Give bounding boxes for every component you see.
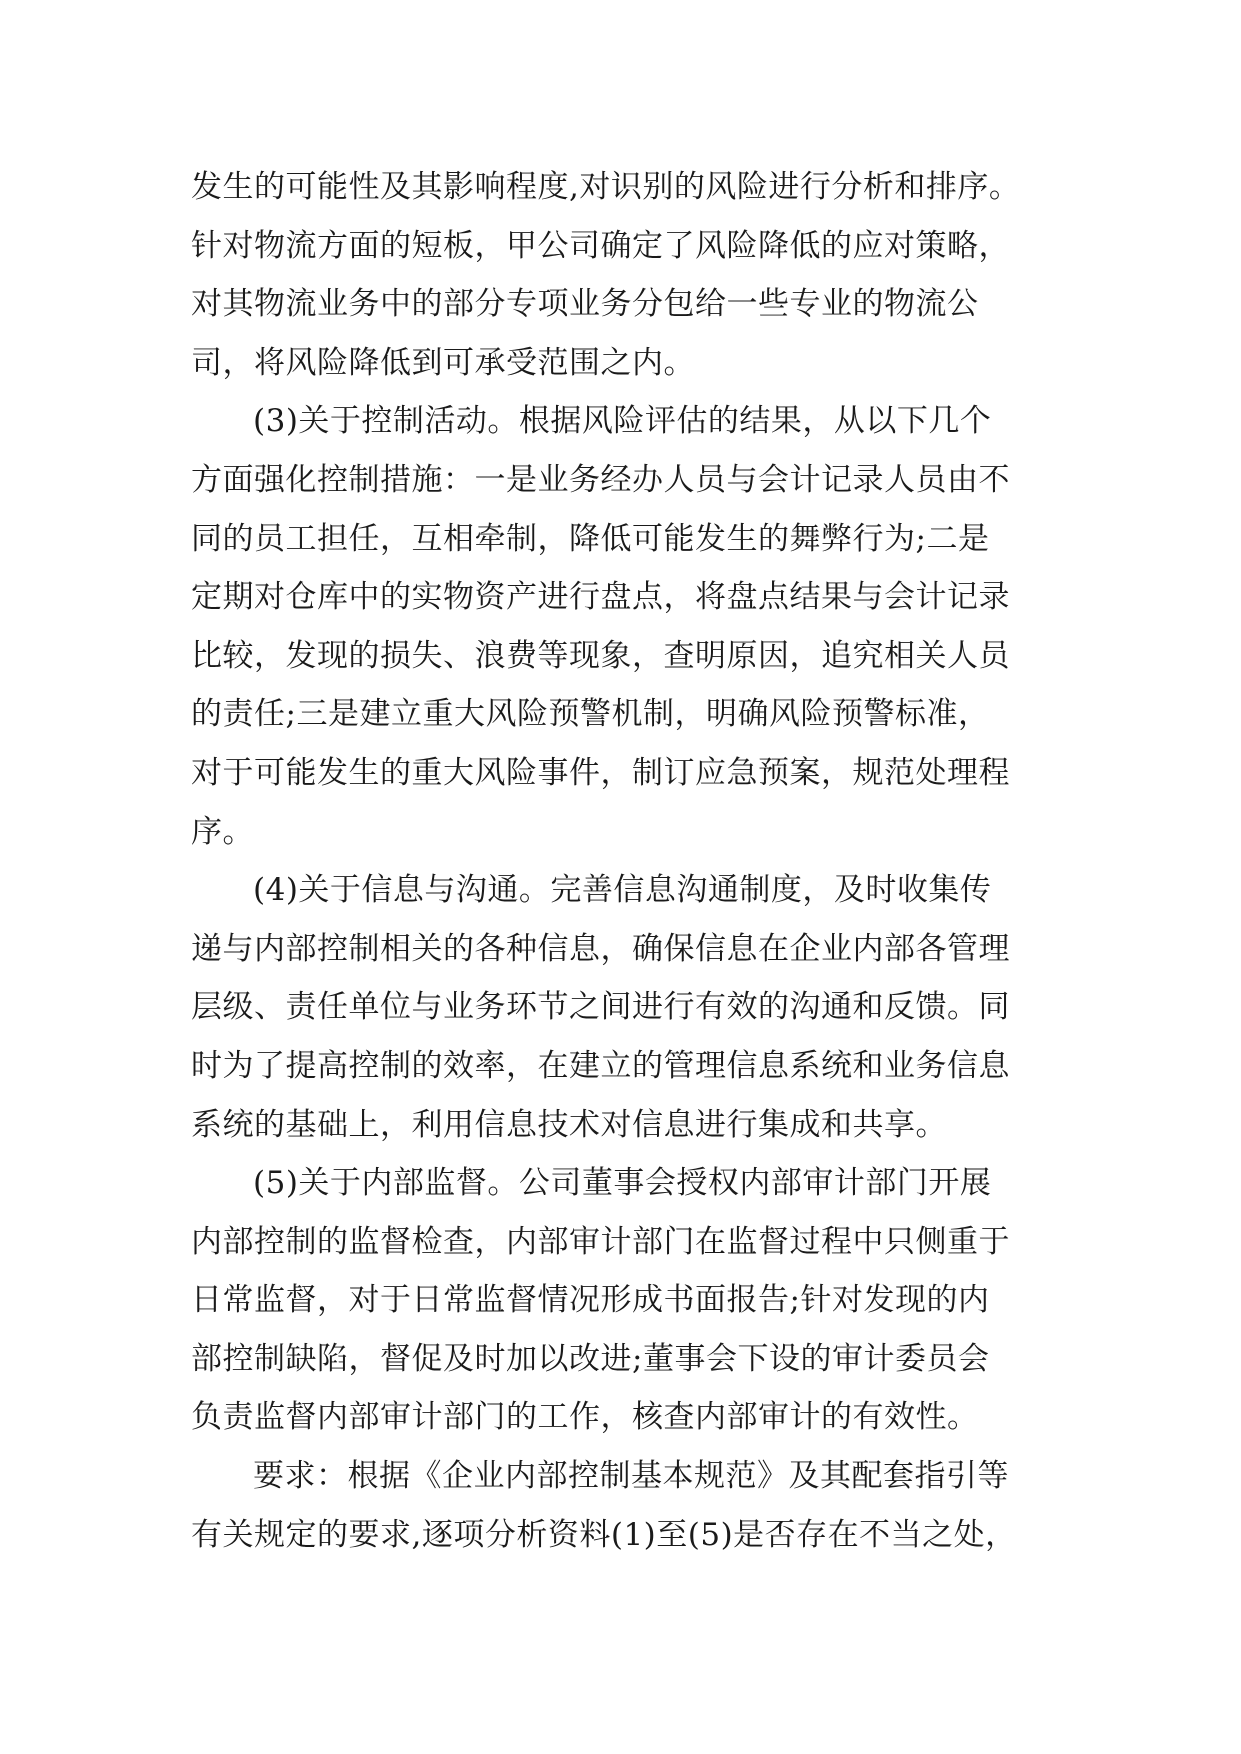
- text-line-12: 序。: [191, 813, 254, 850]
- paragraph-4-start: (4)关于信息与沟通。完善信息沟通制度，及时收集传: [253, 872, 992, 909]
- paragraph-5-start: (5)关于内部监督。公司董事会授权内部审计部门开展: [253, 1165, 992, 1202]
- text-line-14: 递与内部控制相关的各种信息，确保信息在企业内部各管理: [191, 930, 1010, 967]
- text-line-6: 方面强化控制措施：一是业务经办人员与会计记录人员由不: [191, 461, 1010, 498]
- text-line-15: 层级、责任单位与业务环节之间进行有效的沟通和反馈。同: [191, 989, 1010, 1026]
- requirement-start: 要求：根据《企业内部控制基本规范》及其配套指引等: [253, 1458, 1009, 1495]
- text-line-22: 负责监督内部审计部门的工作，核查内部审计的有效性。: [191, 1399, 979, 1436]
- text-line-17: 系统的基础上，利用信息技术对信息进行集成和共享。: [191, 1106, 947, 1143]
- text-line-8: 定期对仓库中的实物资产进行盘点，将盘点结果与会计记录: [191, 579, 1010, 616]
- text-line-24: 有关规定的要求,逐项分析资料(1)至(5)是否存在不当之处，: [191, 1516, 1017, 1553]
- text-line-2: 针对物流方面的短板，甲公司确定了风险降低的应对策略，: [191, 227, 1010, 264]
- text-line-19: 内部控制的监督检查，内部审计部门在监督过程中只侧重于: [191, 1223, 1010, 1260]
- paragraph-3-start: (3)关于控制活动。根据风险评估的结果，从以下几个: [253, 403, 992, 440]
- text-line-4: 司，将风险降低到可承受范围之内。: [191, 344, 695, 381]
- body-text: [191, 158, 1091, 1564]
- text-line-1: 发生的可能性及其影响程度,对识别的风险进行分析和排序。: [191, 169, 1021, 205]
- text-line-9: 比较，发现的损失、浪费等现象，查明原因，追究相关人员: [191, 637, 1010, 674]
- text-line-11: 对于可能发生的重大风险事件，制订应急预案，规范处理程: [191, 754, 1010, 791]
- text-line-16: 时为了提高控制的效率，在建立的管理信息系统和业务信息: [191, 1047, 1010, 1084]
- text-line-21: 部控制缺陷，督促及时加以改进;董事会下设的审计委员会: [191, 1340, 990, 1377]
- text-line-20: 日常监督，对于日常监督情况形成书面报告;针对发现的内: [191, 1282, 990, 1319]
- text-line-7: 同的员工担任，互相牵制，降低可能发生的舞弊行为;二是: [191, 520, 990, 557]
- text-line-3: 对其物流业务中的部分专项业务分包给一些专业的物流公: [191, 286, 979, 323]
- text-line-10: 的责任;三是建立重大风险预警机制，明确风险预警标准，: [191, 696, 990, 733]
